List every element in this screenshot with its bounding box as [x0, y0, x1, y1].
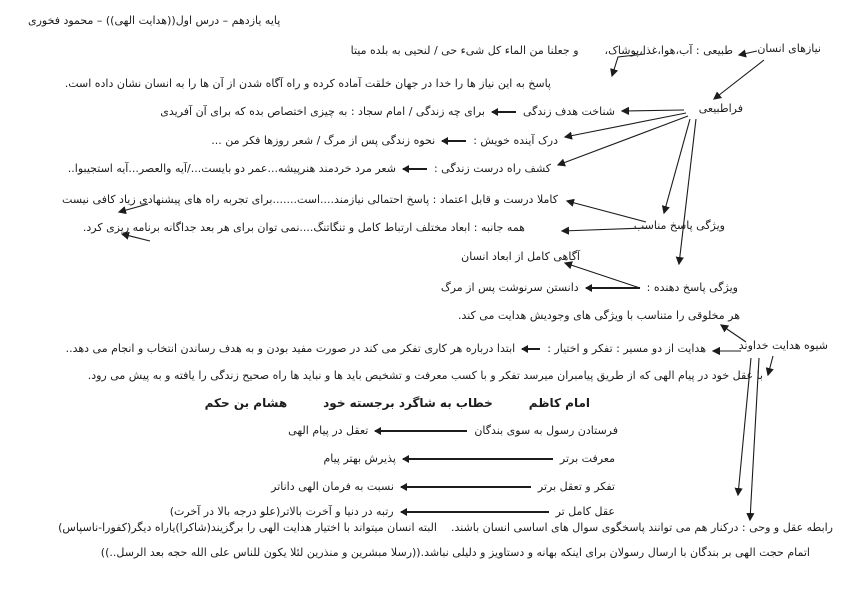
- reliable-answer-text: کاملا درست و قابل اعتماد : پاسخ احتمالی نیازمند....است.......برای تجربه راه های پیشنهادی زیاد کافی نیست: [62, 193, 558, 206]
- natural-needs-verse: و جعلنا من الماء کل شیء حی / لنحیی به بلده میتا: [350, 44, 579, 57]
- arrow-needs-to-supernatural: [714, 60, 764, 99]
- table-row: [323, 452, 615, 466]
- left-arrow-icon: [586, 287, 640, 289]
- suitable-answer-text: ویژگی پاسخ مناسب: [633, 219, 725, 232]
- left-arrow-icon: [442, 140, 466, 142]
- table-cell-right: عقل کامل تر: [555, 505, 615, 518]
- future-understanding-label: درک آینده خویش :: [473, 134, 558, 147]
- two-paths-line: [66, 342, 706, 356]
- needs-answer-line: [65, 77, 551, 91]
- two-paths-label: هدایت از دو مسیر : تفکر و اختیار :: [547, 342, 706, 355]
- supernatural-label: [699, 102, 743, 116]
- future-understanding-desc: نحوه زندگی پس از مرگ / شعر روزها فکر من ...: [211, 134, 436, 147]
- table-header-hisham: هشام بن حکم: [204, 396, 288, 410]
- table-cell-left: رتبه در دنیا و آخرت بالاتر(علو درجه بالا در آخرت): [169, 505, 394, 518]
- arrow-line2-tail: [122, 234, 150, 241]
- table-cell-left: تعقل در پیام الهی: [288, 424, 369, 437]
- needs-root-label: [757, 42, 821, 56]
- goal-of-life-line: [160, 105, 615, 119]
- right-path-line: [68, 162, 551, 176]
- arrow-needs-to-natural: [739, 51, 757, 55]
- table-cell-left: پذیرش بهتر پیام: [323, 452, 396, 465]
- arrow-twopaths-to-reason: [768, 356, 773, 375]
- arrow-sup-to-answerer: [679, 119, 696, 264]
- guidance-root-label: [739, 339, 828, 353]
- table-cell-right: تفکر و تعقل برتر: [537, 480, 615, 493]
- answerer-destiny-text: دانستن سرنوشت پس از مرگ: [440, 281, 579, 294]
- natural-needs-label: طبیعی : آب،هوا،غذا،پوشاک،: [604, 44, 733, 57]
- reason-revelation-line: [88, 369, 763, 383]
- hojjat-line: [101, 546, 810, 560]
- awareness-text: آگاهی کامل از ابعاد انسان: [461, 250, 580, 263]
- left-arrow-icon: [403, 168, 427, 170]
- guidance-root-text: شیوه هدایت خداوند: [738, 339, 828, 352]
- table-header-row: [205, 396, 590, 411]
- arrow-sup-to-discover: [558, 116, 688, 165]
- universal-guidance-line: [458, 309, 740, 323]
- table-cell-right: معرفت برتر: [559, 452, 615, 465]
- needs-answer-text: پاسخ به این نیاز ها را خدا در جهان خلقت آماده کرده و راه آگاه شدن از آن ها را به انسان نشان داده است.: [64, 77, 551, 90]
- table-cell-left: نسبت به فرمان الهی داناتر: [271, 480, 394, 493]
- relation-text: رابطه عقل و وحی : درکنار هم می توانند پاسخگوی سوال های اساسی انسان باشند.: [450, 521, 833, 534]
- left-arrow-icon: [492, 111, 516, 113]
- table-cell-right: فرستادن رسول به سوی بندگان: [474, 424, 618, 437]
- page-title-text: پایه یازدهم – درس اول((هدایت الهی)) – محمود فخوری: [28, 14, 281, 27]
- future-understanding-line: [211, 134, 558, 148]
- table-row: [271, 480, 615, 494]
- table-header-imam: امام کاظم: [528, 396, 590, 410]
- arrow-sup-to-goal: [622, 110, 684, 111]
- arrow-sup-to-suitable: [664, 119, 690, 213]
- choice-text: البته انسان میتواند با اختیار هدایت الهی را برگزیند(شاکرا)یاراه دیگر(کفورا-ناسپاس): [58, 521, 437, 534]
- two-paths-desc: ابتدا درباره هر کاری تفکر می کند در صورت مفید بودن و به هدف رساندن انتخاب و انجام می دهد..: [65, 342, 516, 355]
- table-row: [288, 424, 618, 438]
- goal-of-life-label: شناخت هدف زندگی: [522, 105, 615, 118]
- table-row: [170, 505, 615, 519]
- answerer-label: ویژگی پاسخ دهنده :: [646, 281, 738, 294]
- comprehensive-answer-text: همه جانبه : ابعاد مختلف ارتباط کامل و تنگاتنگ....نمی توان برای هر بعد جداگانه برنامه ریزی کرد.: [82, 221, 525, 234]
- left-arrow-icon: [375, 430, 467, 432]
- needs-root-text: نیازهای انسان: [757, 42, 821, 55]
- hojjat-text: اتمام حجت الهی بر بندگان با ارسال رسولان برای اینکه بهانه و دستاویز و دلیلی نباشد.((رسلا مبشرین و منذرین لئلا یکون للناس علی الله حجه بعد الرسل..)): [100, 546, 810, 559]
- suitable-answer-label: [634, 219, 725, 233]
- universal-guidance-text: هر مخلوقی را متناسب با ویژگی های وجودیش هدایت می کند.: [457, 309, 740, 322]
- page-title: [28, 14, 280, 28]
- natural-needs-line: [351, 44, 733, 58]
- reason-revelation-text: با عقل خود در پیام الهی که از طریق پیامبران میرسد تفکر و با کسب معرفت و تشخیص باید ها و نباید ها راه صحیح زندگی را یافته و به پیش می رود.: [87, 369, 763, 382]
- left-arrow-icon: [401, 511, 549, 513]
- left-arrow-icon: [401, 486, 531, 488]
- right-path-desc: شعر مرد خردمند هنرپیشه...عمر دو بایست.../آیه والعصر...آیه استجیبوا..: [67, 162, 396, 175]
- awareness-line: [461, 250, 580, 264]
- left-arrow-icon: [522, 348, 540, 350]
- relation-line: [58, 521, 833, 535]
- reliable-answer-line: [62, 193, 558, 207]
- left-arrow-icon: [403, 458, 553, 460]
- table-header-address: خطاب به شاگرد برجسته خود: [323, 396, 493, 410]
- goal-of-life-desc: برای چه زندگی / امام سجاد : به چیزی اختصاص بده که برای آن آفریدی: [160, 105, 485, 118]
- right-path-label: کشف راه درست زندگی :: [433, 162, 551, 175]
- answerer-line: [441, 281, 738, 295]
- comprehensive-answer-line: [83, 221, 525, 235]
- supernatural-text: فراطبیعی: [698, 102, 743, 115]
